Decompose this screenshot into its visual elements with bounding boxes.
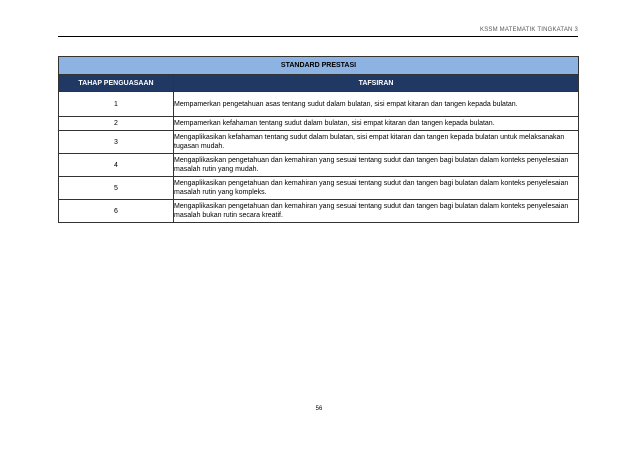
column-header-tafsiran: TAFSIRAN [174,75,579,92]
level-cell: 4 [59,154,174,177]
description-cell: Mengaplikasikan pengetahuan dan kemahiran yang sesuai tentang sudut dan tangen bagi bulatan dalam konteks penyelesaian masalah rutin yang mudah. [174,154,579,177]
page-number: 56 [315,406,323,412]
description-cell: Mengaplikasikan pengetahuan dan kemahiran yang sesuai tentang sudut dan tangen bagi bulatan dalam konteks penyelesaian masalah rutin yang kompleks. [174,177,579,200]
description-cell: Mempamerkan pengetahuan asas tentang sudut dalam bulatan, sisi empat kitaran dan tangen kepada bulatan. [174,92,579,117]
table-title: STANDARD PRESTASI [59,57,579,75]
table-row [59,92,579,117]
column-header-tahap: TAHAP PENGUASAAN [59,75,174,92]
table-row [59,177,579,200]
level-cell: 6 [59,200,174,223]
standard-prestasi-table [58,56,579,223]
table-row [59,131,579,154]
description-cell: Mengaplikasikan kefahaman tentang sudut dalam bulatan, sisi empat kitaran dan tangen kepada bulatan untuk melaksanakan tugasan mudah. [174,131,579,154]
description-cell: Mempamerkan kefahaman tentang sudut dalam bulatan, sisi empat kitaran dan tangen kepada bulatan. [174,117,579,131]
table-row [59,154,579,177]
level-cell: 1 [59,92,174,117]
table-row [59,200,579,223]
description-cell: Mengaplikasikan pengetahuan dan kemahiran yang sesuai tentang sudut dan tangen bagi bulatan dalam konteks penyelesaian masalah bukan rutin secara kreatif. [174,200,579,223]
level-cell: 5 [59,177,174,200]
level-cell: 3 [59,131,174,154]
level-cell: 2 [59,117,174,131]
table-row [59,117,579,131]
header-divider [58,36,578,37]
running-header: KSSM MATEMATIK TINGKATAN 3 [480,27,578,33]
